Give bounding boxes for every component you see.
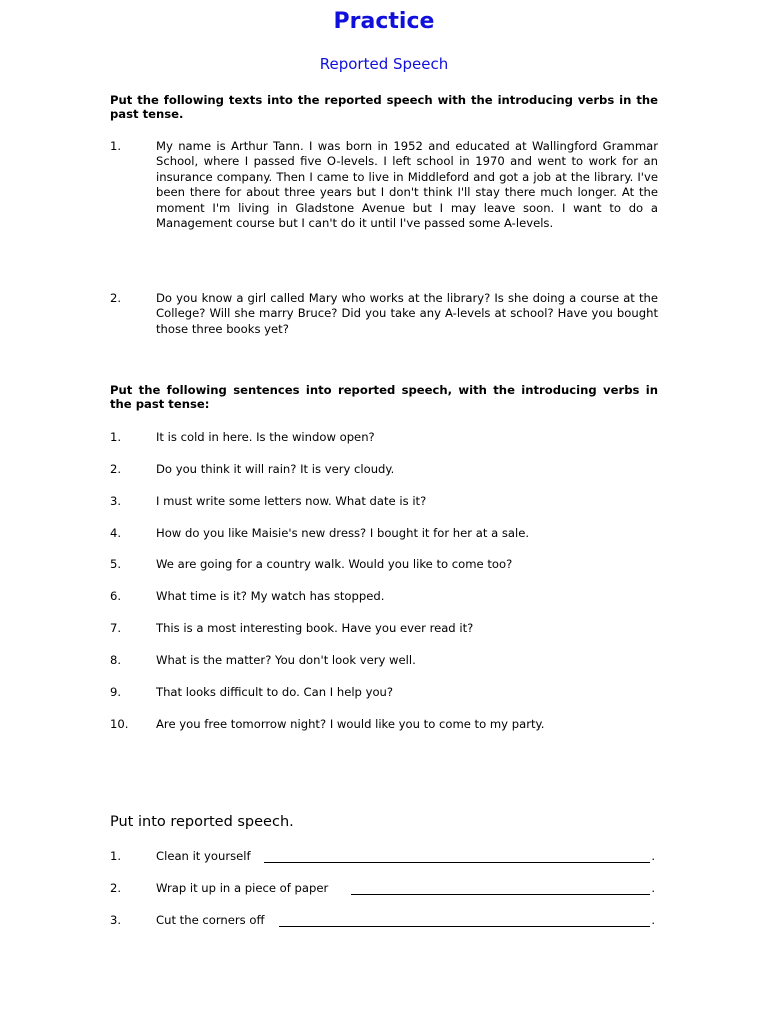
answer-line[interactable]: [264, 849, 650, 863]
item-number: 2.: [110, 462, 122, 476]
answer-line[interactable]: [279, 913, 650, 927]
item-text: What time is it? My watch has stopped.: [156, 589, 385, 603]
item-number: 2.: [110, 881, 122, 895]
item-text: What is the matter? You don't look very well.: [156, 653, 416, 667]
item-number: 6.: [110, 589, 122, 603]
answer-line[interactable]: [351, 881, 650, 895]
item-number: 3.: [110, 913, 122, 927]
item-number: 3.: [110, 494, 122, 508]
item-text: How do you like Maisie's new dress? I bought it for her at a sale.: [156, 526, 530, 540]
section2-instruction: Put the following sentences into reported speech, with the introducing verbs in the past tense:: [110, 383, 658, 411]
item-text: My name is Arthur Tann. I was born in 1952 and educated at Wallingford Grammar School, where I passed five O-levels. I left school in 1970 and went to work for an insurance company. Then I came to live in Middleford and got a job at the library. I've been there for about three years but I don't think I'll stay there much longer. At the moment I'm living in Gladstone Avenue but I may leave soon. I want to do a Management course but I can't do it until I've passed some A-levels.: [156, 139, 658, 231]
item-text: That looks difficult to do. Can I help you?: [156, 685, 394, 699]
item-text: Clean it yourself: [156, 849, 251, 863]
item-text: Wrap it up in a piece of paper: [156, 881, 329, 895]
item-text: Cut the corners off: [156, 913, 265, 927]
item-text: It is cold in here. Is the window open?: [156, 430, 375, 444]
section1-instruction: Put the following texts into the reported speech with the introducing verbs in the past tense.: [110, 93, 658, 121]
line-end: .: [651, 849, 655, 863]
item-number: 7.: [110, 621, 122, 635]
line-end: .: [651, 913, 655, 927]
item-text: I must write some letters now. What date is it?: [156, 494, 427, 508]
item-number: 1.: [110, 139, 122, 153]
page-subtitle: Reported Speech: [319, 55, 449, 73]
item-number: 1.: [110, 849, 122, 863]
item-number: 9.: [110, 685, 122, 699]
item-number: 8.: [110, 653, 122, 667]
item-number: 1.: [110, 430, 122, 444]
item-text: Do you think it will rain? It is very cloudy.: [156, 462, 395, 476]
item-number: 10.: [110, 717, 129, 731]
item-number: 2.: [110, 291, 122, 305]
item-text: We are going for a country walk. Would you like to come too?: [156, 557, 513, 571]
section3-heading: Put into reported speech.: [110, 814, 294, 830]
item-number: 5.: [110, 557, 122, 571]
item-text: This is a most interesting book. Have you ever read it?: [156, 621, 474, 635]
line-end: .: [651, 881, 655, 895]
item-text: Do you know a girl called Mary who works at the library? Is she doing a course at the College? Will she marry Bruce? Did you take any A-levels at school? Have you bought those three books yet?: [156, 291, 658, 336]
page-title: Practice: [333, 9, 435, 34]
item-number: 4.: [110, 526, 122, 540]
item-text: Are you free tomorrow night? I would like you to come to my party.: [156, 717, 545, 731]
